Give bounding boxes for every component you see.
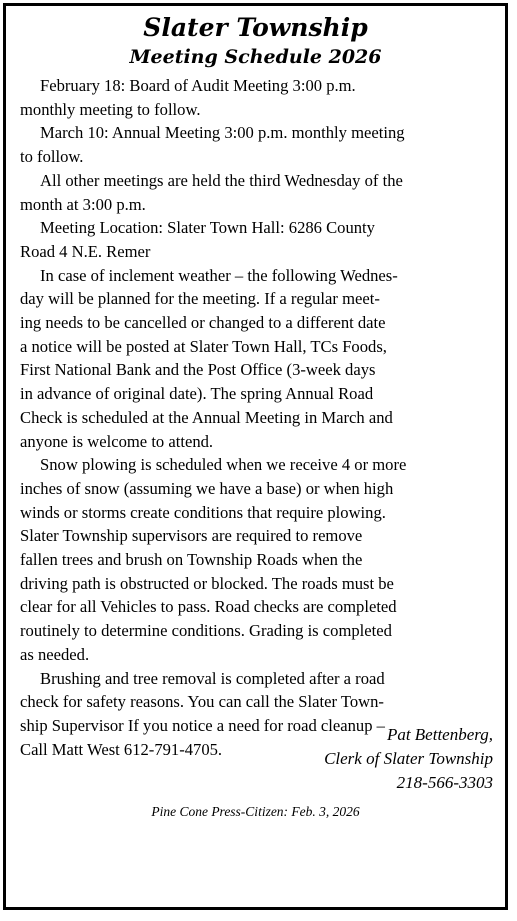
signature-phone: 218-566-3303: [396, 773, 493, 792]
text-line: day will be planned for the meeting. If a regular meet-: [20, 289, 380, 309]
text-line: ship Supervisor If you notice a need for road cleanup –: [20, 715, 385, 735]
text-line: driving path is obstructed or blocked. The roads must be: [20, 573, 394, 593]
notice-title: Slater Township: [143, 13, 368, 42]
text-line: First National Bank and the Post Office (3-week days: [20, 360, 376, 380]
text-line: Snow plowing is scheduled when we receive 4 or more: [40, 455, 407, 475]
text-line: inches of snow (assuming we have a base) or when high: [20, 478, 394, 498]
text-line: Check is scheduled at the Annual Meeting in March and: [20, 407, 393, 427]
text-line: winds or storms create conditions that require plowing.: [20, 502, 386, 522]
text-line: All other meetings are held the third Wednesday of the: [40, 170, 403, 190]
notice-subtitle: Meeting Schedule 2026: [129, 46, 382, 68]
text-line: ing needs to be cancelled or changed to a different date: [20, 313, 386, 333]
text-line: month at 3:00 p.m.: [20, 194, 146, 214]
text-line: In case of inclement weather – the following Wednes-: [40, 265, 398, 285]
text-line: clear for all Vehicles to pass. Road checks are completed: [20, 597, 397, 617]
text-line: to follow.: [20, 147, 84, 167]
text-line: routinely to determine conditions. Grading is completed: [20, 621, 392, 641]
text-line: as needed.: [20, 644, 90, 664]
text-line: February 18: Board of Audit Meeting 3:00 p.m.: [40, 76, 356, 95]
text-line: check for safety reasons. You can call the Slater Town-: [20, 692, 384, 712]
publication-footer: Pine Cone Press-Citizen: Feb. 3, 2026: [151, 804, 360, 819]
legal-notice: [3, 3, 508, 910]
text-line: Brushing and tree removal is completed after a road: [40, 668, 385, 688]
text-line: Road 4 N.E. Remer: [20, 241, 151, 261]
text-line: Meeting Location: Slater Town Hall: 6286 County: [40, 218, 375, 238]
signature-role: Clerk of Slater Township: [324, 749, 493, 768]
text-line: anyone is welcome to attend.: [20, 431, 214, 451]
text-line: March 10: Annual Meeting 3:00 p.m. monthly meeting: [40, 123, 405, 143]
text-line: fallen trees and brush on Township Roads when the: [20, 550, 363, 570]
signature-name: Pat Bettenberg,: [386, 725, 493, 744]
notice-body: [20, 74, 500, 761]
text-line: a notice will be posted at Slater Town Hall, TCs Foods,: [20, 336, 387, 356]
text-line: Slater Township supervisors are required to remove: [20, 526, 363, 546]
text-line: in advance of original date). The spring Annual Road: [20, 384, 374, 404]
text-line: Call Matt West 612-791-4705.: [20, 739, 223, 759]
text-line: monthly meeting to follow.: [20, 99, 201, 119]
